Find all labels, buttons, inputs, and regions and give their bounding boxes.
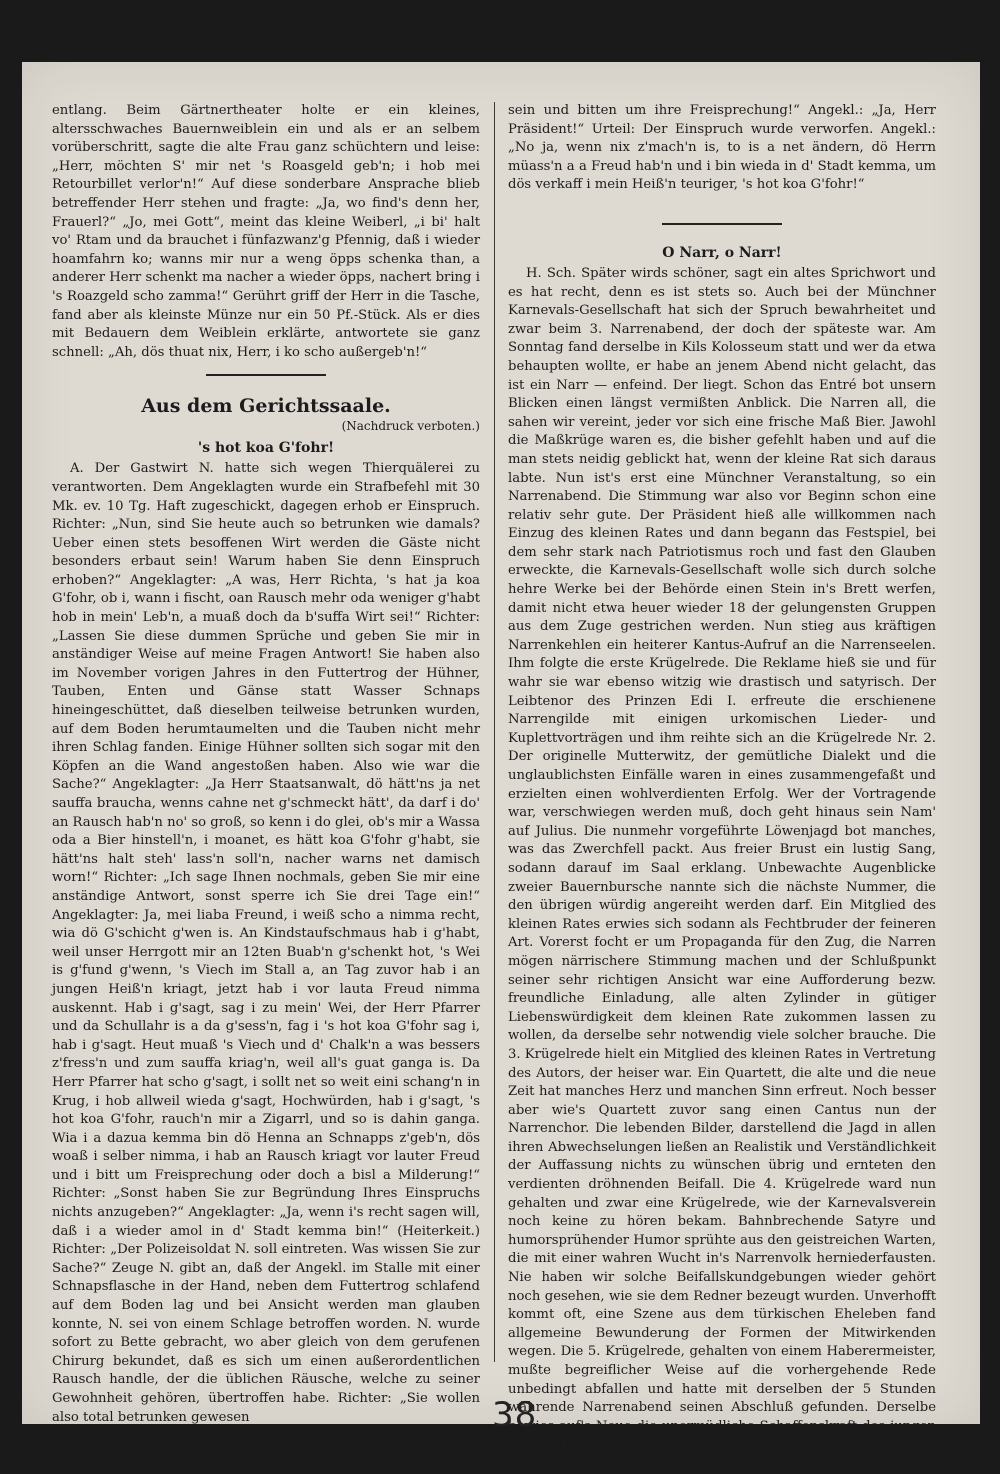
separator-rule	[662, 223, 782, 225]
separator-rule	[206, 374, 326, 376]
article-paragraph: A. Der Gastwirt N. hatte sich wegen Thierquälerei zu verantworten. Dem Angeklagten wurde ein Strafbefehl mit 30 Mk. ev. 10 Tg. Haft zugeschickt, dagegen erhob er Einspruch. Richter: „Nun, sind Sie heute auch so betrunken wie damals? Ueber einen stets besoffenen Wirt werden die Gäste nicht besonders erbaut sein! Warum haben Sie denn Einspruch erhoben?“ Angeklagter: „A was, Herr Richta, 's hat ja koa G'fohr, ob i, wann i fischt, oan Rausch mehr oda weniger g'habt hob in mein' Leb'n, a muaß doch da b'suffa Wirt sei!“ Richter: „Lassen Sie diese dummen Sprüche und geben Sie mir in anständiger Weise auf meine Fragen Antwort! Sie haben also im November vorigen Jahres in den Futtertrog der Hühner, Tauben, Enten und Gänse statt Wasser Schnaps hineingeschüttet, daß dieselben teilweise betrunken wurden, auf dem Boden herumtaumelten und die Tauben nicht mehr ihren Schlag fanden. Einige Hühner sollten sich sogar mit den Köpfen an die Wand angestoßen haben. Also wie war die Sache?“ Angeklagter: „Ja Herr Staatsanwalt, dö hätt'ns ja net sauffa braucha, wenns cahne net g'schmeckt hätt', da darf i do' an Rausch hab'n no' so groß, so kenn i do glei, ob's mir a Wassa oda a Bier hinstell'n, i moanet, es hätt koa G'fohr g'habt, sie hätt'ns halt steh' lass'n soll'n, nacher warns net damisch worn!“ Richter: „Ich sage Ihnen nochmals, geben Sie mir eine anständige Antwort, sonst sperre ich Sie drei Tage ein!“ Angeklagter: Ja, mei liaba Freund, i weiß scho a nimma recht, wia dö G'schicht g'wen is. An Kindstaufschmaus hab i g'habt, weil unser Herrgott mir an 12ten Buab'n g'schenkt hot, 's Wei is g'fund g'wenn, 's Viech im Stall a, an Tag zuvor hab i an jungen Heiß'n kriagt, jetzt hab i vor lauta Freud nimma auskennt. Hab i g'sagt, sag i zu mein' Wei, der Herr Pfarrer und da Schullahr is a da g'sess'n, fag i 's hot koa G'fohr sag i, hab i g'sagt. Heut muaß 's Viech und d' Chalk'n a was bessers z'fress'n und zum sauffa kriag'n, weil all's guat ganga is. Da Herr Pfarrer hat scho g'sagt, i sollt net so weit eini schang'n in Krug, i hob allweil wieda g'sagt, Hochwürden, hab i g'sagt, 's hot koa G'fohr, rauch'n mir a Zigarrl, und so is dahin ganga. Wia i a dazua kemma bin dö Henna an Schnapps z'geb'n, dös woaß i selber nimma, i hab an Rausch kriagt vor lauter Freud und i bitt um Freisprechung oder doch a bisl a Milderung!“ Richter: „Sonst haben Sie zur Begründung Ihres Einspruchs nichts anzugeben?“ Angeklagter: „Ja, wenn i's recht sagen will, daß i a wieder amol in d' Stadt kemma bin!“ (Heiterkeit.) Richter: „Der Polizeisoldat N. soll eintreten. Was wissen Sie zur Sache?“ Zeuge N. gibt an, daß der Angekl. im Stalle mit einer Schnapsflasche in der Hand, neben dem Futtertrog schlafend auf dem Boden lag und bei Ansicht werden man glauben konnte, N. sei von einem Schlage betroffen worden. N. wurde sofort zu Bette gebracht, wo aber gleich von dem gerufenen Chirurg bekundet, daß es sich um einen außerordentlichen Rausch handle, der die üblichen Räusche, welche zu seiner Gewohnheit gehören, übertroffen habe. Richter: „Sie wollen also total betrunken gewesen	[52, 461, 480, 1425]
section-heading: Aus dem Gerichtssaale.	[141, 395, 391, 418]
right-intro-paragraph: sein und bitten um ihre Freisprechung!“ Angekl.: „Ja, Herr Präsident!“ Urteil: Der Einspruch wurde verworfen. Angekl.: „No ja, wenn nix z'mach'n is, to is a net ändern, dö Herrn müass'n a a Freud hab'n und i bin wieda in d' Stadt kemma, um dös verkaff i mein Heiß'n teuriger, 's hot koa G'fohr!“	[508, 103, 936, 193]
left-column	[52, 102, 480, 1427]
section-note: (Nachdruck verboten.)	[341, 419, 480, 434]
article-title-narr: O Narr, o Narr!	[662, 244, 782, 261]
newspaper-page	[22, 62, 980, 1471]
article-paragraph: H. Sch. Später wirds schöner, sagt ein altes Sprichwort und es hat recht, denn es ist stets so. Auch bei der Münchner Karnevals-Gesellschaft hat sich der Spruch bewahrheitet und zwar beim 3. Narrenabend, der doch der späteste war. Am Sonntag fand derselbe in Kils Kolosseum statt und wer da etwa behaupten wollte, er habe an jenem Abend nicht gelacht, das ist ein Narr — enfeind. Der liegt. Schon das Entré bot unsern Blicken einen längst vermißten Anblick. Die Narren all, die sahen wir vereint, jeder vor sich eine frische Maß Bier. Jawohl die Maßkrüge waren es, die bisher gefehlt haben und auf die man stets neidig geblickt hat, wenn der kleine Rat sich daraus labte. Nun ist's erst eine Münchner Veranstaltung, so ein Narrenabend. Die Stimmung war also vor Beginn schon eine relativ sehr gute. Der Präsident hieß alle willkommen nach Einzug des kleinen Rates und dann begann das Festspiel, bei dem sehr stark nach Patriotismus roch und fast den Glauben erweckte, die Karnevals-Gesellschaft wolle sich durch solche hehre Werke bei der Behörde einen Stein in's Brett werfen, damit nicht etwa heuer wieder 18 der gelungensten Gruppen aus dem Zuge gestrichen werden. Nun stieg aus kräftigen Narrenkehlen ein heiterer Kantus-Aufruf an die Narrenseelen. Ihm folgte die erste Krügelrede. Die Reklame hieß sie und für wahr sie war ebenso witzig wie drastisch und satyrisch. Der Leibtenor des Prinzen Edi I. erfreute die erschienene Narrengilde mit einigen urkomischen Lieder- und Kuplettvorträgen und ihm reihte sich an die Krügelrede Nr. 2. Der originelle Mutterwitz, der gemütliche Dialekt und die unglaublichsten Einfälle waren in eines zusammengefaßt und erzielten einen wohlverdienten Erfolg. Wer der Vortragende war, verschwiegen werden muß, doch geht hinaus sein Nam' auf Julius. Die nunmehr vorgeführte Löwenjagd bot manches, was das Zwerchfell packt. Aus freier Brust ein lustig Sang, sodann darauf im Saal erklang. Unbewachte Augenblicke zweier Bauernbursche nannte sich die nächste Nummer, die den übrigen würdig angereiht werden darf. Ein Mitglied des kleinen Rates erwies sich sodann als Fechtbruder der feineren Art. Vorerst focht er um Propaganda für den Zug, die Narren mögen närrischere Stimmung machen und der Schlußpunkt seiner sehr richtigen Ansicht war eine Aufforderung bezw. freundliche Einladung, alle alten Zylinder in gütiger Liebenswürdigkeit dem kleinen Rate zukommen lassen zu wollen, da derselbe sehr notwendig viele solcher brauche. Die 3. Krügelrede hielt ein Mitglied des kleinen Rates in Vertretung des Autors, der heiser war. Ein Quartett, die alte und die neue Zeit hat manches Herz und manchen Sinn erfreut. Noch besser aber wie's Quartett zuvor sang einen Cantus nun der Narrenchor. Die lebenden Bilder, darstellend die Jagd in allen ihren Abwechselungen ließen an Realistik und Verständlichkeit der Auffassung nichts zu wünschen übrig und ernteten den verdienten dröhnenden Beifall. Die 4. Krügelrede ward nun gehalten und zwar eine Krügelrede, wie der Karnevalsverein noch keine zu hören bekam. Bahnbrechende Satyre und humorsprühender Humor sprühte aus den geistreichen Warten, die mit einer wahren Wucht in's Narrenvolk herniederfausten. Nie haben wir solche Beifallskundgebungen wieder gehört noch gesehen, wie sie dem Redner bezeugt wurden. Unverhofft kommt oft, eine Szene aus dem türkischen Eheleben fand allgemeine Bewunderung der Formen der Mitwirkenden wegen. Die 5. Krügelrede, gehalten von einem Haberermeister, mußte begreiflicher Weise auf die vorhergehende Rede unbedingt abfallen und hatte mit derselben der 5 Stunden währende Narrenabend seinen Abschluß gefunden. Derselbe bewies auf's Neue die unermüdliche Schaffenskraft des jungen aber starken Vereines, der, wie es sich zeigte, die Unterstützung	[508, 265, 936, 1471]
column-divider	[494, 102, 495, 1362]
right-column	[508, 102, 936, 1474]
left-intro-paragraph: entlang. Beim Gärtnertheater holte er ein kleines, altersschwaches Bauernweiblein ein und als er an selbem vorüberschritt, sagte die alte Frau ganz schüchtern und leise: „Herr, möchten S' mir net 's Roasgeld geb'n; i hob mei Retourbillet verlor'n!“ Auf diese sonderbare Ansprache blieb betreffender Herr stehen und fragte: „Ja, wo find's denn her, Frauerl?“ „Jo, mei Gott“, meint das kleine Weiberl, „i bi' halt vo' Rtam und da brauchet i fünfazwanz'g Pfennig, daß i wieder hoamfahrn ko; wanns mir nur a weng öpps schenka than, a anderer Herr schenkt ma nacher a wieder öpps, nachert bring i 's Roazgeld scho zamma!“ Gerührt griff der Herr in die Tasche, fand aber als kleinste Münze nur ein 50 Pf.-Stück. Als er dies mit Bedauern dem Weiblein erklärte, antwortete sie ganz schnell: „Ah, dös thuat nix, Herr, i ko scho außergeb'n!“	[52, 103, 480, 360]
page-number: 38	[492, 1395, 538, 1435]
article-title-gerichtssaal: 's hot koa G'fohr!	[197, 440, 335, 457]
